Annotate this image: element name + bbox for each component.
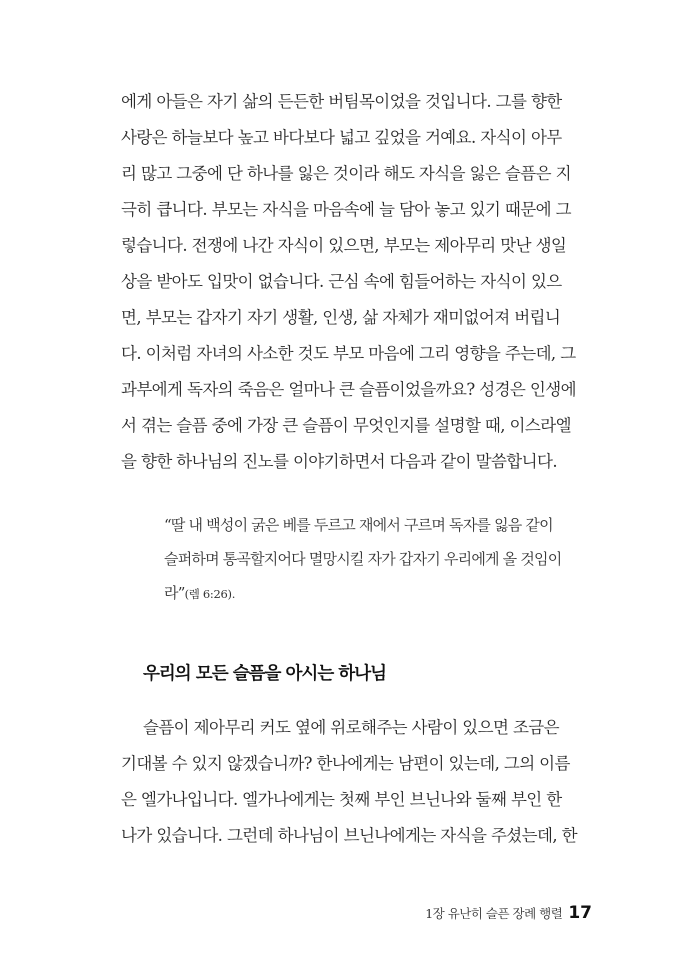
text-line: 사랑은 하늘보다 높고 바다보다 넓고 깊었을 거예요. 자식이 아무 [121, 128, 562, 147]
text-line: 다. 이처럼 자녀의 사소한 것도 부모 마음에 그리 영향을 주는데, 그 [121, 344, 576, 363]
text-line: 극히 큽니다. 부모는 자식을 마음속에 늘 담아 놓고 있기 때문에 그 [121, 200, 571, 219]
quote-line: “딸 내 백성이 굵은 베를 두르고 재에서 구르며 독자를 잃음 같이 [164, 516, 553, 534]
section-heading: 우리의 모든 슬픔을 아시는 하나님 [143, 664, 387, 684]
text-line: 상을 받아도 입맛이 없습니다. 근심 속에 힘들어하는 자식이 있으 [121, 272, 562, 291]
page-number: 17 [568, 903, 592, 923]
text-line: 과부에게 독자의 죽음은 얼마나 큰 슬픔이었을까요? 성경은 인생에 [121, 380, 576, 399]
page-footer [425, 903, 592, 923]
text-line: 나가 있습니다. 그런데 하나님이 브닌나에게는 자식을 주셨는데, 한 [121, 826, 577, 845]
text-line: 렇습니다. 전쟁에 나간 자식이 있으면, 부모는 제아무리 맛난 생일 [121, 236, 567, 255]
quote-line-last [164, 576, 588, 611]
text-line: 을 향한 하나님의 진노를 이야기하면서 다음과 같이 말씀합니다. [121, 452, 557, 471]
paragraph-2 [121, 710, 587, 854]
quote-last-text: 라” [164, 584, 185, 602]
quote-line: 슬퍼하며 통곡할지어다 멸망시킬 자가 갑자기 우리에게 올 것임이 [164, 550, 562, 568]
quote-reference: (렘 6:26). [184, 587, 236, 601]
text-line: 은 엘가나입니다. 엘가나에게는 첫째 부인 브닌나와 둘째 부인 한 [121, 790, 562, 809]
text-line: 에게 아들은 자기 삶의 든든한 버팀목이었을 것입니다. 그를 향한 [121, 92, 562, 111]
text-line: 서 겪는 슬픔 중에 가장 큰 슬픔이 무엇인지를 설명할 때, 이스라엘 [121, 416, 571, 435]
text-line: 기대볼 수 있지 않겠습니까? 한나에게는 남편이 있는데, 그의 이름 [121, 754, 570, 773]
text-line: 면, 부모는 갑자기 자기 생활, 인생, 삶 자체가 재미없어져 버립니 [121, 308, 561, 327]
paragraph-1 [121, 84, 587, 480]
text-line: 리 많고 그중에 단 하나를 잃은 것이라 해도 자식을 잃은 슬픔은 지 [121, 164, 571, 183]
text-line: 슬픔이 제아무리 커도 옆에 위로해주는 사람이 있으면 조금은 [143, 718, 559, 737]
running-head: 1장 유난히 슬픈 장례 행렬 [425, 906, 563, 921]
scripture-quote [164, 508, 588, 611]
